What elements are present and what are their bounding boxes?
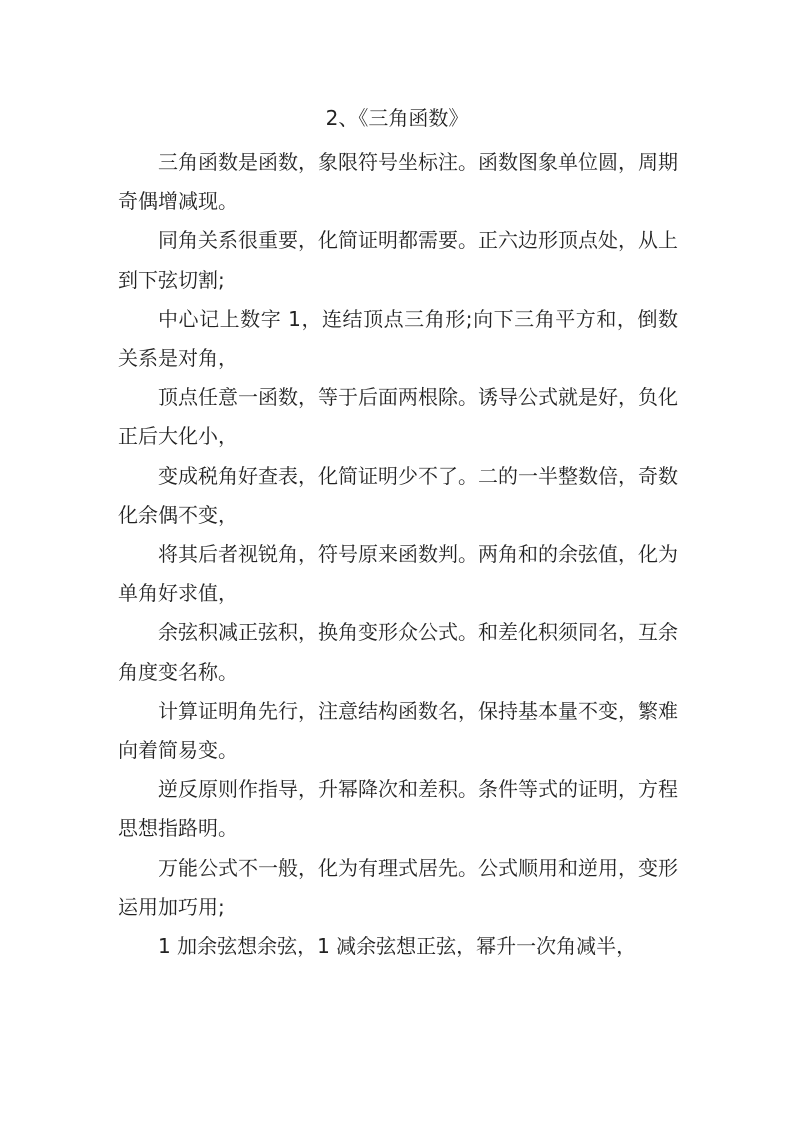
document-title: 2、《三角函数》 xyxy=(325,106,469,130)
paragraph: 1 加余弦想余弦，1 减余弦想正弦，幂升一次角减半， xyxy=(158,934,637,959)
paragraph: 计算证明角先行，注意结构函数名，保持基本量不变，繁难向着简易变。 xyxy=(118,698,678,763)
paragraph: 逆反原则作指导，升幂降次和差积。条件等式的证明，方程思想指路明。 xyxy=(118,777,678,841)
paragraph: 顶点任意一函数，等于后面两根除。诱导公式就是好，负化正后大化小， xyxy=(118,385,678,449)
paragraph: 万能公式不一般，化为有理式居先。公式顺用和逆用，变形运用加巧用; xyxy=(118,855,678,919)
paragraph: 余弦积减正弦积，换角变形众公式。和差化积须同名，互余角度变名称。 xyxy=(118,620,678,684)
document-body xyxy=(118,143,678,966)
paragraph: 变成税角好查表，化简证明少不了。二的一半整数倍，奇数化余偶不变， xyxy=(118,463,678,527)
paragraph: 同角关系很重要，化简证明都需要。正六边形顶点处，从上到下弦切割; xyxy=(118,228,678,292)
paragraph: 三角函数是函数，象限符号坐标注。函数图象单位圆，周期奇偶增减现。 xyxy=(118,150,678,214)
paragraph: 中心记上数字 1，连结顶点三角形;向下三角平方和，倒数关系是对角， xyxy=(118,306,678,371)
paragraph: 将其后者视锐角，符号原来函数判。两角和的余弦值，化为单角好求值， xyxy=(118,542,678,606)
